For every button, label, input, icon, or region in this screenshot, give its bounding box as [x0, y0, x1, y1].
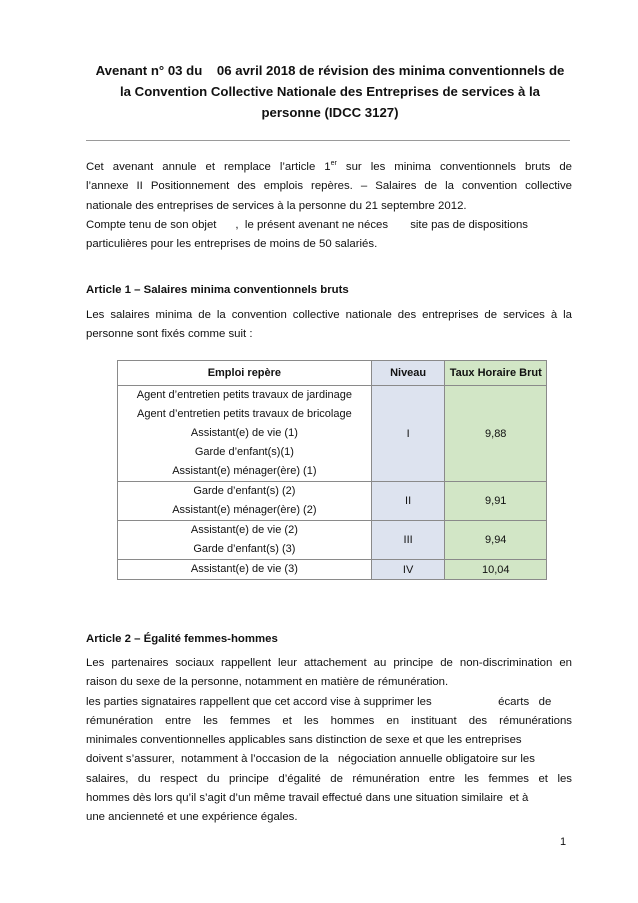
intro-line-4: Compte tenu de son objet , le présent avenant ne néces site pas de dispositions	[86, 218, 528, 231]
article-2-line-1: Les partenaires sociaux rappellent leur attachement au principe de non-discrimination en	[86, 657, 572, 669]
niveau-cell: I	[371, 386, 445, 482]
article-2-line-9: une ancienneté et une expérience égales.	[86, 811, 298, 824]
emploi-item: Garde d’enfant(s) (3)	[193, 543, 296, 555]
document-title	[80, 60, 580, 123]
article-2-paragraph	[86, 654, 572, 828]
taux-cell: 10,04	[445, 560, 547, 580]
article-1-paragraph	[86, 306, 572, 345]
article-2-line-4: rémunération entre les femmes et les hommes en instituant des rémunérations	[86, 714, 572, 727]
table-row	[118, 521, 547, 560]
title-line-2: la Convention Collective Nationale des Entreprises de services à la	[120, 84, 540, 99]
emploi-item: Assistant(e) de vie (1)	[190, 427, 298, 439]
emploi-item: Assistant(e) ménager(ère) (1)	[172, 465, 317, 477]
article-2-line-3: les parties signataires rappellent que cet accord vise à supprimer les écarts de	[86, 695, 552, 708]
header-emploi: Emploi repère	[118, 361, 372, 386]
table-row	[118, 482, 547, 521]
article-1-line-1: Les salaires minima de la convention collective nationale des entreprises de services à la	[86, 309, 572, 321]
article-2-line-6: doivent s’assurer, notamment à l’occasion de la négociation annuelle obligatoire sur les	[86, 753, 535, 766]
emploi-item: Assistant(e) ménager(ère) (2)	[172, 504, 317, 516]
niveau-cell: IV	[371, 560, 445, 580]
emploi-cell	[118, 521, 372, 560]
niveau-cell: III	[371, 521, 445, 560]
intro-line-1-sup: er	[330, 160, 337, 168]
intro-line-5: particulières pour les entreprises de moins de 50 salariés.	[86, 238, 378, 251]
intro-line-1b: sur les minima conventionnels bruts de	[336, 161, 572, 173]
niveau-cell: II	[371, 482, 445, 521]
article-2-line-2: raison du sexe de la personne, notamment en matière de rémunération.	[86, 676, 449, 689]
table-row	[118, 560, 547, 580]
intro-line-2: l’annexe II Positionnement des emplois repères. – Salaires de la convention collective	[86, 180, 572, 193]
intro-line-1	[86, 158, 572, 177]
emploi-item: Agent d’entretien petits travaux de bricolage	[137, 408, 352, 420]
article-1-heading: Article 1 – Salaires minima conventionnels bruts	[86, 284, 349, 296]
emploi-item: Assistant(e) de vie (3)	[190, 563, 298, 575]
title-divider	[86, 140, 570, 141]
table-row	[118, 386, 547, 482]
article-2-line-7: salaires, du respect du principe d’égalité de rémunération entre les femmes et les	[86, 772, 572, 785]
emploi-cell	[118, 560, 372, 580]
emploi-item: Assistant(e) de vie (2)	[190, 524, 298, 536]
article-2-line-5: minimales conventionnelles applicables sans distinction de sexe et que les entreprises	[86, 734, 522, 747]
emploi-cell	[118, 482, 372, 521]
taux-cell: 9,94	[445, 521, 547, 560]
salary-table	[117, 360, 547, 580]
emploi-item: Agent d’entretien petits travaux de jardinage	[136, 389, 352, 401]
table-header-row	[118, 361, 547, 386]
intro-line-3: nationale des entreprises de services à la personne du 21 septembre 2012.	[86, 199, 467, 212]
page-number: 1	[560, 836, 567, 848]
article-1-line-2: personne sont fixés comme suit :	[86, 328, 253, 341]
article-2-heading: Article 2 – Égalité femmes-hommes	[86, 633, 278, 645]
emploi-cell	[118, 386, 372, 482]
intro-paragraph	[86, 158, 572, 254]
title-line-3: personne (IDCC 3127)	[261, 105, 399, 120]
intro-line-1a: Cet avenant annule et remplace l’article 1	[86, 161, 331, 173]
article-2-line-8: hommes dès lors qu’il s’agit d’un même travail effectué dans une situation similaire et à	[86, 792, 529, 805]
header-niveau: Niveau	[371, 361, 445, 386]
emploi-item: Garde d’enfant(s)(1)	[194, 446, 294, 458]
taux-cell: 9,91	[445, 482, 547, 521]
title-line-1: Avenant n° 03 du 06 avril 2018 de révision des minima conventionnels de	[95, 63, 565, 78]
taux-cell: 9,88	[445, 386, 547, 482]
header-taux: Taux Horaire Brut	[445, 361, 547, 386]
emploi-item: Garde d’enfant(s) (2)	[193, 485, 296, 497]
